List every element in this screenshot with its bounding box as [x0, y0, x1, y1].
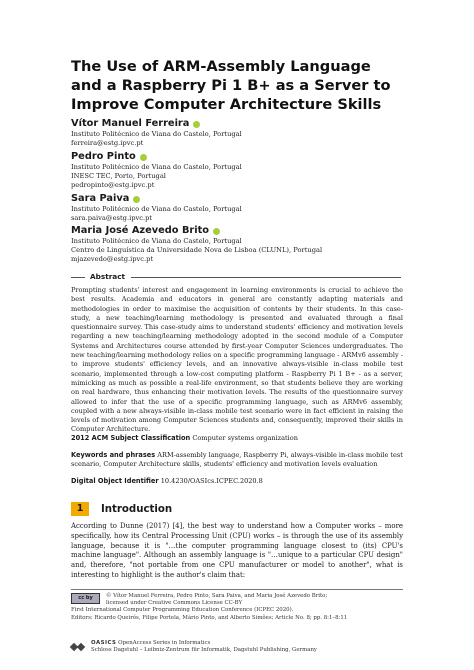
cc-by-badge[interactable]: cc by	[71, 593, 100, 604]
author-name: Pedro Pinto	[71, 151, 136, 162]
orcid-icon[interactable]	[140, 154, 147, 161]
section-heading	[71, 502, 172, 516]
divider	[71, 277, 85, 278]
doi	[71, 477, 403, 486]
abstract-label: Abstract	[87, 272, 128, 282]
author-affiliation: Instituto Politécnico de Viana do Castelo, Portugal	[71, 205, 242, 213]
author-affiliation: Instituto Politécnico de Viana do Castelo, Portugal	[71, 130, 242, 138]
author-block	[71, 118, 411, 148]
intro-paragraph: According to Dunne (2017) [4], the best way to understand how a Computer works – more specifically, how its Central Processing Unit (CPU) works – is through the use of its assembly language, because it is "…the computer programming language closest to (its) CPU's machine language". Although an assembly language is "…unique to a particular CPU design" and, therefore, "not portable from one CPU manufacturer or model to another", what is interesting to highlight is the author's claim that:	[71, 522, 403, 579]
meta-label: Digital Object Identifier	[71, 477, 159, 485]
orcid-icon[interactable]	[193, 121, 200, 128]
author-affiliation: Centro de Linguística da Universidade Nova de Lisboa (CLUNL), Portugal	[71, 246, 323, 255]
author-email[interactable]: mjazevedo@estg.ipvc.pt	[71, 255, 154, 264]
author-name: Sara Paiva	[71, 193, 130, 204]
orcid-icon[interactable]	[133, 196, 140, 203]
doi-link[interactable]: 10.4230/OASIcs.ICPEC.2020.8	[160, 477, 263, 485]
divider	[131, 277, 401, 278]
author-affiliation: INESC TEC, Porto, Portugal	[71, 172, 166, 181]
author-email[interactable]: sara.paiva@estg.ipvc.pt	[71, 214, 153, 223]
footer-line: licensed under Creative Commons License CC-BY	[106, 600, 243, 607]
author-email[interactable]: pedropinto@estg.ipvc.pt	[71, 181, 155, 190]
meta-label: 2012 ACM Subject Classification	[71, 434, 191, 442]
section-number: 1	[71, 502, 89, 516]
author-name: Maria José Azevedo Brito	[71, 225, 210, 236]
meta-value: Computer systems organization	[192, 434, 298, 442]
dagstuhl-logo-icon	[71, 642, 87, 653]
paper-title: The Use of ARM-Assembly Language and a Raspberry Pi 1 B+ as a Server to Improve Computer Architecture Skills	[71, 58, 391, 113]
author-block	[71, 225, 411, 265]
series-line: Schloss Dagstuhl – Leibniz-Zentrum für Informatik, Dagstuhl Publishing, Germany	[91, 647, 317, 653]
acm-classification	[71, 434, 403, 443]
oasics-label: OASICS	[91, 640, 117, 646]
abstract-text: Prompting students' interest and engagement in learning environments is crucial to achieve the best results. Academia and educators in general are constantly adapting materials and methodologies in order to maximise the acquisition of contents by their students. In this case-study, a new teaching/learning methodology is presented and evaluated through a final questionnaire survey. This case-study aims to understand students' efficiency and motivation levels regarding a new teaching/learning methodology adopted in the second module of a Computer Systems and Architectures course attended by first-year Computer Sciences undergraduates. The new teaching/learning methodology relies on a specific programming language - ARMv6 assembly - to improve students' efficiency levels, and an innovative always-visible in-class mobile test scenario, implemented through a low-cost computing platform - Raspberry Pi 1 B+ - as a server, mimicking as much as possible a real-life environment, so that students believe they are working on real hardware, thus enhancing their motivation levels. The results of the questionnaire survey allowed to infer that the use of a specific programming language, such as ARMv6 assembly, coupled with a new always-visible in-class mobile test scenario were in fact efficient in raising the levels of motivation among Computer Sciences students and, consequently, improved their skills in Computer Architecture.	[71, 286, 403, 434]
footer	[71, 589, 403, 622]
footer-line: © Vítor Manuel Ferreira, Pedro Pinto, Sara Paiva, and Maria José Azevedo Brito;	[106, 593, 328, 599]
orcid-icon[interactable]	[213, 228, 220, 235]
footer-line: Editors: Ricardo Queirós, Filipe Portela, Mário Pinto, and Alberto Simões; Article No. 8; pp. 8:1–8:11	[71, 614, 348, 621]
meta-label: Keywords and phrases	[71, 451, 156, 459]
meta-value: ARM-assembly language, Raspberry Pi, always-visible in-class mobile test scenario, Computer Architecture skills, students' efficiency and motivation levels evaluation	[71, 451, 403, 469]
keywords	[71, 451, 403, 469]
abstract-heading	[71, 272, 401, 282]
series-block	[71, 640, 317, 654]
author-name: Vítor Manuel Ferreira	[71, 118, 190, 129]
author-affiliation: Instituto Politécnico de Viana do Castelo, Portugal	[71, 237, 242, 245]
author-affiliation: Instituto Politécnico de Viana do Castelo, Portugal	[71, 163, 242, 171]
author-email[interactable]: ferreira@estg.ipvc.pt	[71, 139, 144, 148]
footer-line: First International Computer Programming Education Conference (ICPEC 2020).	[71, 607, 294, 614]
series-line: OpenAccess Series in Informatics	[118, 640, 211, 646]
author-block	[71, 151, 411, 191]
author-block	[71, 193, 411, 223]
section-title: Introduction	[101, 503, 173, 515]
